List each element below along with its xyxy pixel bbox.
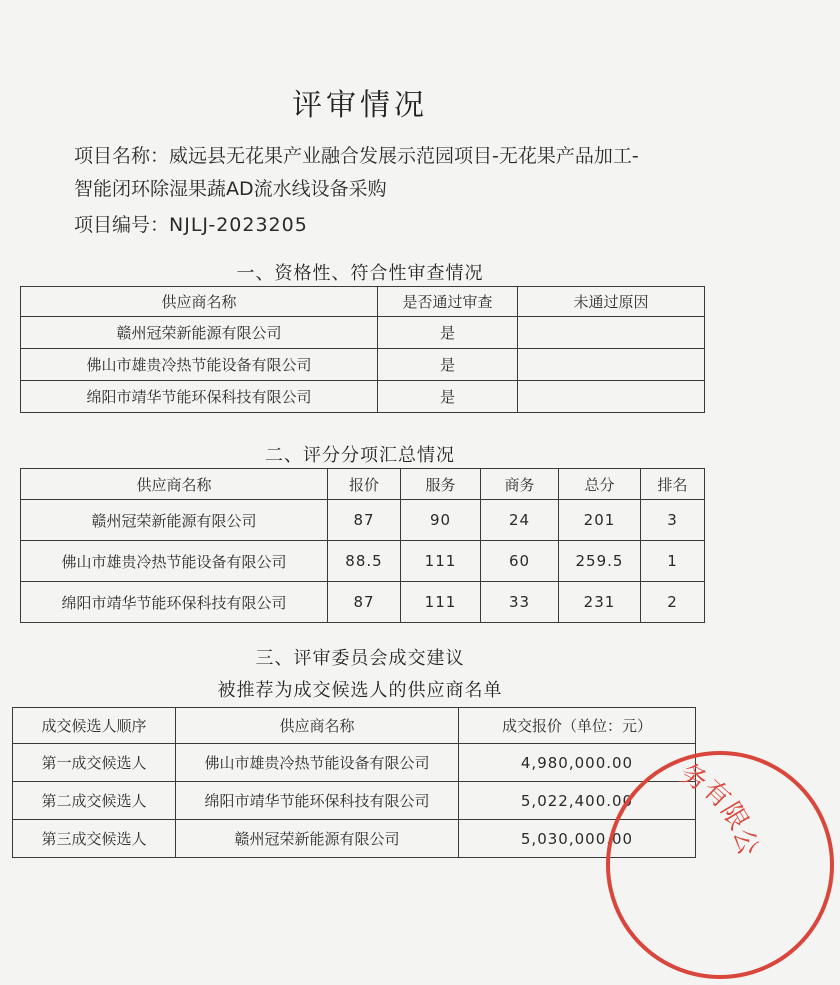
service-score: 111 bbox=[401, 582, 481, 623]
candidate-order: 第一成交候选人 bbox=[13, 744, 176, 782]
supplier-name: 绵阳市靖华节能环保科技有限公司 bbox=[21, 381, 378, 413]
fail-reason bbox=[518, 317, 705, 349]
supplier-name: 佛山市雄贵冷热节能设备有限公司 bbox=[21, 541, 328, 582]
passed-value: 是 bbox=[378, 381, 518, 413]
header-service: 服务 bbox=[401, 469, 481, 500]
seal-text-path: 务有限公 bbox=[675, 758, 763, 859]
supplier-name: 绵阳市靖华节能环保科技有限公司 bbox=[176, 782, 459, 820]
project-name-line1 bbox=[74, 141, 639, 168]
price-score: 87 bbox=[328, 582, 401, 623]
header-supplier-name: 供应商名称 bbox=[21, 287, 378, 317]
total-score: 231 bbox=[559, 582, 641, 623]
table-row bbox=[13, 782, 696, 820]
business-score: 60 bbox=[481, 541, 559, 582]
business-score: 33 bbox=[481, 582, 559, 623]
bid-price: 4,980,000.00 bbox=[459, 744, 696, 782]
passed-value: 是 bbox=[378, 317, 518, 349]
project-name-text: 威远县无花果产业融合发展示范园项目-无花果产品加工- bbox=[169, 145, 639, 167]
header-rank: 排名 bbox=[641, 469, 705, 500]
candidate-order: 第二成交候选人 bbox=[13, 782, 176, 820]
candidate-order: 第三成交候选人 bbox=[13, 820, 176, 858]
table-row bbox=[21, 541, 705, 582]
supplier-name: 赣州冠荣新能源有限公司 bbox=[176, 820, 459, 858]
table-row bbox=[21, 349, 705, 381]
bid-price: 5,030,000.00 bbox=[459, 820, 696, 858]
price-score: 87 bbox=[328, 500, 401, 541]
table-row bbox=[21, 582, 705, 623]
rank: 3 bbox=[641, 500, 705, 541]
project-name-label: 项目名称： bbox=[74, 145, 170, 167]
table-header-row bbox=[21, 469, 705, 500]
candidate-table bbox=[12, 707, 696, 858]
header-bid-price: 成交报价（单位：元） bbox=[459, 708, 696, 744]
rank: 2 bbox=[641, 582, 705, 623]
project-number-label: 项目编号： bbox=[74, 214, 170, 236]
header-fail-reason: 未通过原因 bbox=[518, 287, 705, 317]
fail-reason bbox=[518, 381, 705, 413]
table-row bbox=[21, 500, 705, 541]
service-score: 111 bbox=[401, 541, 481, 582]
total-score: 201 bbox=[559, 500, 641, 541]
header-candidate-order: 成交候选人顺序 bbox=[13, 708, 176, 744]
section3-subtitle: 被推荐为成交候选人的供应商名单 bbox=[217, 680, 503, 701]
header-supplier-name: 供应商名称 bbox=[176, 708, 459, 744]
table-row bbox=[21, 381, 705, 413]
header-passed-review: 是否通过审查 bbox=[378, 287, 518, 317]
document-title: 评审情况 bbox=[292, 88, 428, 123]
header-supplier-name: 供应商名称 bbox=[21, 469, 328, 500]
supplier-name: 佛山市雄贵冷热节能设备有限公司 bbox=[176, 744, 459, 782]
total-score: 259.5 bbox=[559, 541, 641, 582]
section3-title: 三、评审委员会成交建议 bbox=[255, 648, 465, 669]
passed-value: 是 bbox=[378, 349, 518, 381]
supplier-name: 赣州冠荣新能源有限公司 bbox=[21, 500, 328, 541]
qualification-table bbox=[20, 286, 705, 413]
section2-title: 二、评分分项汇总情况 bbox=[265, 445, 455, 466]
project-name-line2: 智能闭环除湿果蔬AD流水线设备采购 bbox=[74, 178, 387, 200]
service-score: 90 bbox=[401, 500, 481, 541]
score-summary-table bbox=[20, 468, 705, 623]
supplier-name: 绵阳市靖华节能环保科技有限公司 bbox=[21, 582, 328, 623]
table-header-row bbox=[13, 708, 696, 744]
supplier-name: 佛山市雄贵冷热节能设备有限公司 bbox=[21, 349, 378, 381]
section1-title: 一、资格性、符合性审查情况 bbox=[236, 263, 484, 284]
table-row bbox=[21, 317, 705, 349]
project-number: NJLJ-2023205 bbox=[169, 214, 308, 236]
business-score: 24 bbox=[481, 500, 559, 541]
table-header-row bbox=[21, 287, 705, 317]
table-row bbox=[13, 744, 696, 782]
table-row bbox=[13, 820, 696, 858]
price-score: 88.5 bbox=[328, 541, 401, 582]
header-business: 商务 bbox=[481, 469, 559, 500]
bid-price: 5,022,400.00 bbox=[459, 782, 696, 820]
supplier-name: 赣州冠荣新能源有限公司 bbox=[21, 317, 378, 349]
header-total: 总分 bbox=[559, 469, 641, 500]
project-number-line bbox=[74, 210, 308, 237]
header-price: 报价 bbox=[328, 469, 401, 500]
fail-reason bbox=[518, 349, 705, 381]
rank: 1 bbox=[641, 541, 705, 582]
